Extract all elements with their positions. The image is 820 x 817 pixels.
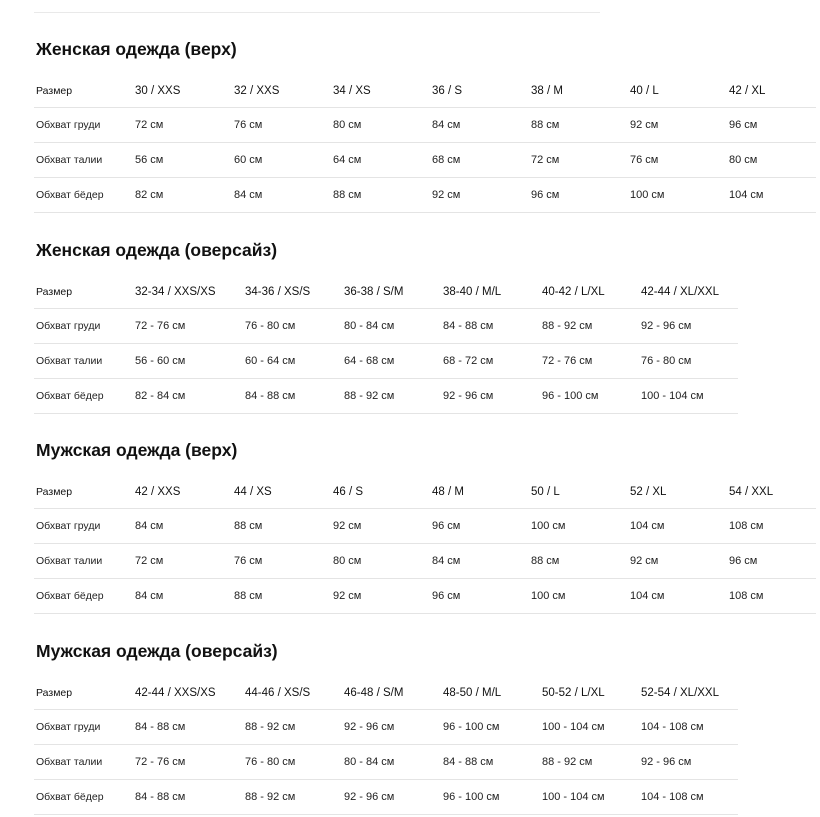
size-header: 42-44 / XXS/XS — [135, 686, 216, 699]
section-mens-tops — [34, 439, 816, 614]
section-title: Женская одежда (оверсайз) — [36, 240, 278, 260]
size-header: 42 / XXS — [135, 485, 181, 498]
table-row — [34, 579, 816, 614]
table-cell: 104 - 108 см — [641, 791, 704, 803]
section-title: Мужская одежда (верх) — [36, 440, 238, 460]
table-cell: 84 - 88 см — [135, 791, 186, 803]
size-header: 36-38 / S/M — [344, 285, 404, 298]
table-row — [34, 710, 738, 745]
table-cell: 72 - 76 см — [542, 355, 593, 367]
table-cell: 104 см — [729, 189, 764, 201]
table-cell: 88 - 92 см — [542, 756, 593, 768]
table-cell: 92 - 96 см — [641, 756, 692, 768]
table-cell: 88 - 92 см — [344, 390, 395, 402]
table-cell: 80 см — [333, 119, 362, 131]
size-header: 40-42 / L/XL — [542, 285, 605, 298]
table-cell: 104 - 108 см — [641, 721, 704, 733]
table-cell: 60 - 64 см — [245, 355, 296, 367]
size-header: 32 / XXS — [234, 84, 280, 97]
table-header-row — [34, 275, 738, 309]
table-cell: 80 см — [729, 154, 758, 166]
table-cell: 80 - 84 см — [344, 756, 395, 768]
row-label: Обхват груди — [36, 320, 101, 332]
table-cell: 72 см — [135, 555, 164, 567]
table-cell: 96 см — [432, 520, 461, 532]
table-header-row — [34, 475, 816, 509]
table-cell: 96 - 100 см — [443, 791, 500, 803]
size-header: 38 / M — [531, 84, 563, 97]
table-cell: 76 см — [234, 555, 263, 567]
table-cell: 84 см — [135, 590, 164, 602]
table-cell: 72 - 76 см — [135, 320, 186, 332]
row-label: Обхват груди — [36, 520, 101, 532]
table-cell: 76 см — [234, 119, 263, 131]
size-header: 52 / XL — [630, 485, 667, 498]
header-label: Размер — [36, 485, 73, 498]
table-cell: 84 - 88 см — [135, 721, 186, 733]
table-cell: 96 см — [729, 555, 758, 567]
table-cell: 96 см — [432, 590, 461, 602]
table-row — [34, 544, 816, 579]
table-cell: 84 см — [234, 189, 263, 201]
table-cell: 76 - 80 см — [245, 756, 296, 768]
table-cell: 92 см — [333, 520, 362, 532]
table-cell: 60 см — [234, 154, 263, 166]
table-cell: 64 см — [333, 154, 362, 166]
table-row — [34, 108, 816, 143]
table-cell: 68 - 72 см — [443, 355, 494, 367]
table-cell: 64 - 68 см — [344, 355, 395, 367]
row-label: Обхват груди — [36, 721, 101, 733]
size-table — [34, 475, 816, 614]
table-cell: 96 - 100 см — [542, 390, 599, 402]
row-label: Обхват бёдер — [36, 791, 104, 803]
size-table — [34, 676, 738, 815]
table-cell: 96 см — [531, 189, 560, 201]
table-cell: 84 см — [432, 555, 461, 567]
table-cell: 84 - 88 см — [245, 390, 296, 402]
table-cell: 72 см — [135, 119, 164, 131]
table-cell: 108 см — [729, 590, 764, 602]
table-row — [34, 745, 738, 780]
table-header-row — [34, 676, 738, 710]
table-cell: 104 см — [630, 520, 665, 532]
table-header-row — [34, 74, 816, 108]
table-cell: 88 - 92 см — [245, 791, 296, 803]
table-row — [34, 143, 816, 178]
table-cell: 76 см — [630, 154, 659, 166]
table-cell: 96 см — [729, 119, 758, 131]
row-label: Обхват талии — [36, 555, 103, 567]
table-cell: 76 - 80 см — [641, 355, 692, 367]
size-header: 34-36 / XS/S — [245, 285, 311, 298]
table-cell: 82 - 84 см — [135, 390, 186, 402]
table-cell: 84 см — [135, 520, 164, 532]
section-title: Женская одежда (верх) — [36, 39, 237, 59]
table-cell: 92 см — [333, 590, 362, 602]
size-header: 32-34 / XXS/XS — [135, 285, 216, 298]
table-cell: 88 см — [234, 520, 263, 532]
section-title: Мужская одежда (оверсайз) — [36, 641, 278, 661]
table-cell: 80 см — [333, 555, 362, 567]
header-label: Размер — [36, 686, 73, 699]
table-row — [34, 780, 738, 815]
size-header: 38-40 / M/L — [443, 285, 502, 298]
row-label: Обхват талии — [36, 756, 103, 768]
size-table — [34, 275, 738, 414]
table-cell: 88 см — [234, 590, 263, 602]
table-cell: 92 см — [630, 555, 659, 567]
table-cell: 88 см — [531, 555, 560, 567]
table-cell: 100 - 104 см — [542, 791, 605, 803]
table-cell: 72 см — [531, 154, 560, 166]
row-label: Обхват талии — [36, 355, 103, 367]
header-label: Размер — [36, 84, 73, 97]
table-row — [34, 344, 738, 379]
table-cell: 92 - 96 см — [641, 320, 692, 332]
table-cell: 88 - 92 см — [245, 721, 296, 733]
size-header: 46-48 / S/M — [344, 686, 404, 699]
size-header: 54 / XXL — [729, 485, 774, 498]
section-womens-tops — [34, 38, 816, 213]
size-header: 46 / S — [333, 485, 364, 498]
size-header: 44-46 / XS/S — [245, 686, 311, 699]
size-header: 50-52 / L/XL — [542, 686, 605, 699]
table-row — [34, 178, 816, 213]
size-header: 40 / L — [630, 84, 659, 97]
section-mens-oversize — [34, 640, 738, 815]
table-cell: 88 см — [531, 119, 560, 131]
row-label: Обхват бёдер — [36, 189, 104, 201]
size-table — [34, 74, 816, 213]
table-cell: 104 см — [630, 590, 665, 602]
table-cell: 100 см — [531, 590, 566, 602]
table-cell: 100 - 104 см — [641, 390, 704, 402]
table-cell: 84 - 88 см — [443, 320, 494, 332]
size-header: 30 / XXS — [135, 84, 181, 97]
table-cell: 76 - 80 см — [245, 320, 296, 332]
table-cell: 100 см — [630, 189, 665, 201]
size-header: 48-50 / M/L — [443, 686, 502, 699]
table-cell: 56 - 60 см — [135, 355, 186, 367]
size-header: 52-54 / XL/XXL — [641, 686, 719, 699]
row-label: Обхват груди — [36, 119, 101, 131]
table-cell: 108 см — [729, 520, 764, 532]
row-label: Обхват бёдер — [36, 390, 104, 402]
table-cell: 80 - 84 см — [344, 320, 395, 332]
size-header: 36 / S — [432, 84, 463, 97]
table-cell: 84 см — [432, 119, 461, 131]
table-cell: 92 - 96 см — [443, 390, 494, 402]
table-cell: 92 - 96 см — [344, 791, 395, 803]
table-cell: 88 - 92 см — [542, 320, 593, 332]
size-header: 42-44 / XL/XXL — [641, 285, 719, 298]
size-header: 50 / L — [531, 485, 560, 498]
size-header: 44 / XS — [234, 485, 272, 498]
table-cell: 88 см — [333, 189, 362, 201]
section-womens-oversize — [34, 239, 738, 414]
table-cell: 84 - 88 см — [443, 756, 494, 768]
table-cell: 82 см — [135, 189, 164, 201]
header-label: Размер — [36, 285, 73, 298]
size-header: 34 / XS — [333, 84, 371, 97]
row-label: Обхват бёдер — [36, 590, 104, 602]
table-cell: 100 см — [531, 520, 566, 532]
table-cell: 68 см — [432, 154, 461, 166]
table-cell: 72 - 76 см — [135, 756, 186, 768]
top-divider — [34, 12, 600, 13]
table-cell: 92 - 96 см — [344, 721, 395, 733]
table-row — [34, 379, 738, 414]
size-header: 48 / M — [432, 485, 464, 498]
size-header: 42 / XL — [729, 84, 766, 97]
row-label: Обхват талии — [36, 154, 103, 166]
table-cell: 56 см — [135, 154, 164, 166]
table-row — [34, 309, 738, 344]
table-row — [34, 509, 816, 544]
table-cell: 92 см — [630, 119, 659, 131]
table-cell: 100 - 104 см — [542, 721, 605, 733]
table-cell: 96 - 100 см — [443, 721, 500, 733]
table-cell: 92 см — [432, 189, 461, 201]
